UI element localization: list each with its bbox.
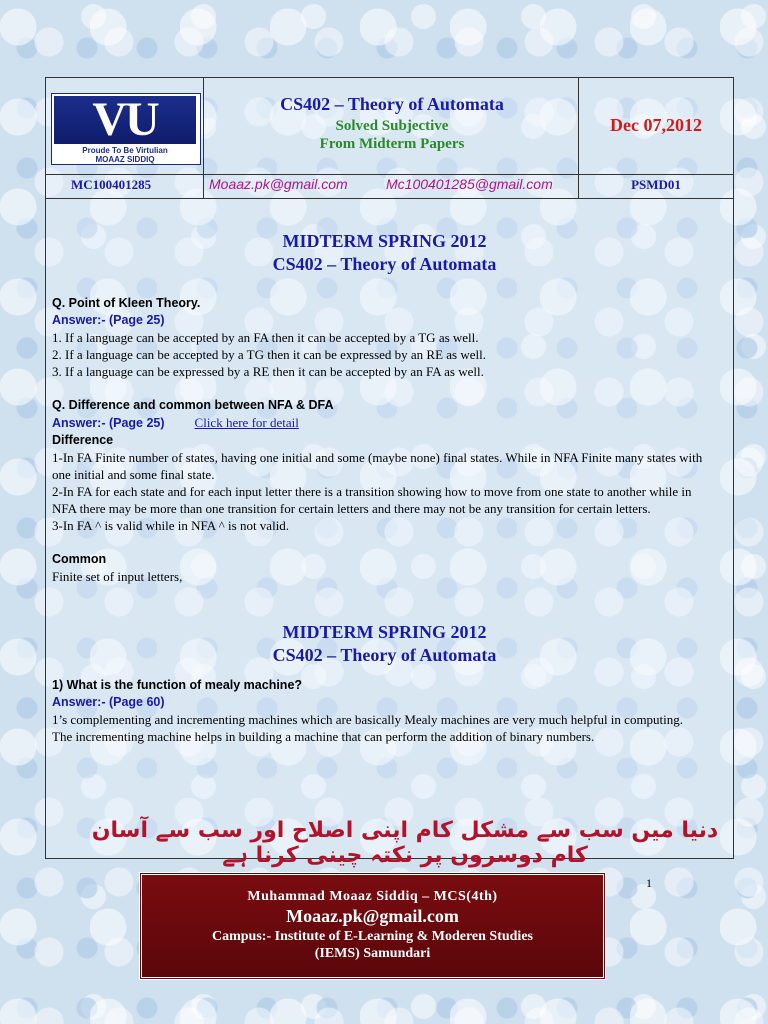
answer-paragraph: Finite set of input letters, <box>52 569 183 584</box>
answer-paragraph: 1-In FA Finite number of states, having one initial and some (maybe none) final states. While in NFA Finite many states with one initial and some final state. <box>52 450 703 482</box>
answer-line: 1. If a language can be accepted by an FA then it can be accepted by a TG as well. <box>52 330 479 345</box>
vu-logo <box>51 93 201 165</box>
footer-author: Muhammad Moaaz Siddiq – MCS(4th) <box>247 889 498 904</box>
question: 1) What is the function of mealy machine? <box>52 678 303 692</box>
logo-mark: VU <box>54 96 196 144</box>
document-body <box>52 230 717 745</box>
answer-paragraph: 2-In FA for each state and for each input letter there is a transition showing how to move from one state to another while in NFA there may be more than one transition for certain letters and there may not be any transition for certain letters. <box>52 484 692 516</box>
doc-code: PSMD01 <box>631 177 681 192</box>
doc-subtitle-2: From Midterm Papers <box>319 136 465 152</box>
footer-email[interactable]: Moaaz.pk@gmail.com <box>286 906 459 926</box>
question: Q. Point of Kleen Theory. <box>52 296 201 310</box>
email-link-1[interactable]: Moaaz.pk@gmail.com <box>209 176 348 192</box>
detail-link[interactable]: Click here for detail <box>194 415 299 430</box>
question: Q. Difference and common between NFA & DFA <box>52 398 334 412</box>
answer-label: Answer:- (Page 60) <box>52 695 165 709</box>
answer-paragraph: 3-In FA ^ is valid while in NFA ^ is not valid. <box>52 518 290 533</box>
divider <box>578 78 579 175</box>
student-id: MC100401285 <box>71 177 152 192</box>
section-subtitle: CS402 – Theory of Automata <box>272 254 497 274</box>
header-row <box>46 78 733 175</box>
section-subtitle: CS402 – Theory of Automata <box>272 645 497 665</box>
header-title-block <box>206 94 578 153</box>
doc-subtitle-1: Solved Subjective <box>335 118 449 134</box>
divider <box>203 174 204 198</box>
answer-paragraph: 1’s complementing and incrementing machines which are basically Mealy machines are very much helpful in computing. <box>52 712 684 727</box>
page-number: 1 <box>646 876 652 890</box>
doc-date: Dec 07,2012 <box>610 115 702 135</box>
answer-label: Answer:- (Page 25) <box>52 313 165 327</box>
divider <box>203 78 204 175</box>
email-link-2[interactable]: Mc100401285@gmail.com <box>386 176 553 192</box>
footer-campus: Campus:- Institute of E-Learning & Moderen Studies <box>212 929 533 944</box>
subheading: Common <box>52 552 107 566</box>
answer-label: Answer:- (Page 25) <box>52 416 165 430</box>
section-title: MIDTERM SPRING 2012 <box>282 231 487 251</box>
section-title: MIDTERM SPRING 2012 <box>282 622 487 642</box>
doc-title: CS402 – Theory of Automata <box>280 94 504 114</box>
footer-banner <box>139 872 606 980</box>
logo-author: MOAAZ SIDDIQ <box>95 155 155 164</box>
answer-paragraph: The incrementing machine helps in building a machine that can perform the addition of binary numbers. <box>52 729 595 744</box>
logo-tagline: Proude To Be Virtulian <box>82 146 168 155</box>
answer-line: 3. If a language can be expressed by a RE then it can be accepted by an FA as well. <box>52 364 484 379</box>
urdu-quote: دنیا میں سب سے مشکل کام اپنی اصلاح اور سب سے آسان کام دوسروں پر نکتہ چینی کرنا ہے <box>91 818 719 868</box>
subheading: Difference <box>52 433 114 447</box>
footer-campus-city: (IEMS) Samundari <box>314 946 431 961</box>
answer-line: 2. If a language can be accepted by a TG then it can be expressed by an RE as well. <box>52 347 487 362</box>
